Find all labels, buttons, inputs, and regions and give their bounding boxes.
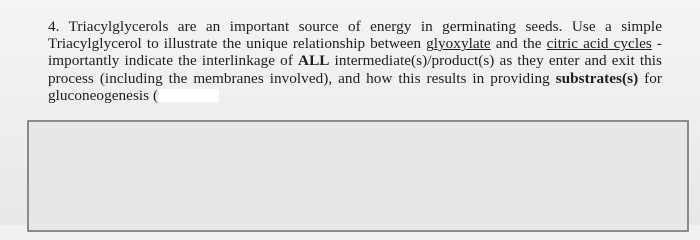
citric-acid-cycles-term: citric acid cycles	[546, 35, 652, 53]
question-text-part: intermediate(s)/product(s) as they enter and exit this process (including the membranes involved), and how this results in providing	[48, 52, 662, 87]
emphasis-substrates: substrates(s)	[555, 69, 639, 87]
glyoxylate-term: glyoxylate	[426, 35, 491, 53]
question-number: 4.	[48, 18, 60, 35]
question-text-part: and the	[490, 35, 547, 53]
question-text	[48, 18, 662, 104]
answer-box[interactable]	[27, 120, 689, 232]
question-text-part: for gluconeogenesis (	[48, 69, 662, 104]
redaction-mark	[159, 89, 219, 102]
question-text-part: - importantly indicate the interlinkage of	[48, 35, 662, 70]
question-text-part: Triacylglycerols are an important source of energy in germinating seeds. Use a simple Triacylglycerol to illustrate the unique relationship between	[48, 18, 662, 53]
emphasis-all: ALL	[298, 52, 330, 70]
